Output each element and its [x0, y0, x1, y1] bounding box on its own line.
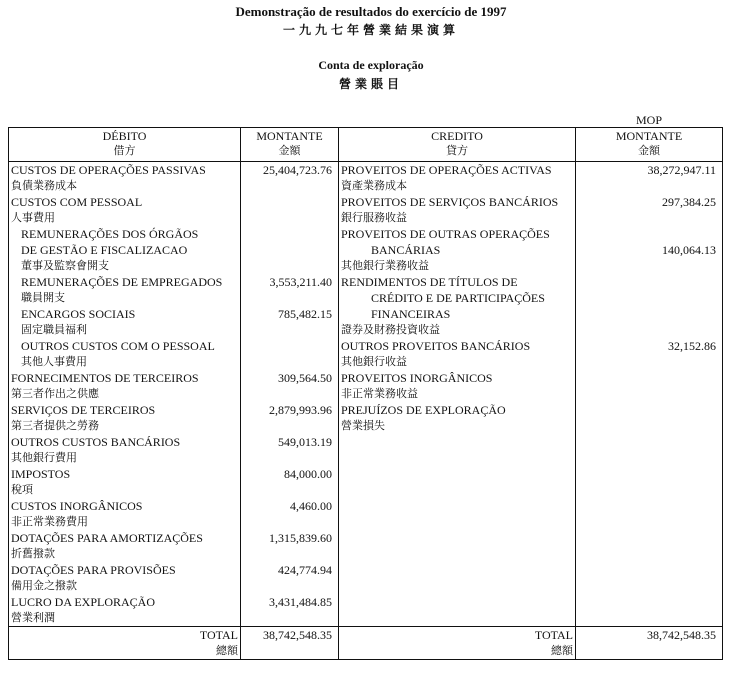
- list-item: CUSTOS DE OPERAÇÕES PASSIVAS 負債業務成本: [11, 163, 206, 192]
- list-item: PREJUÍZOS DE EXPLORAÇÃO 營業損失: [341, 403, 506, 432]
- list-item: PROVEITOS DE OUTRAS OPERAÇÕES BANCÁRIAS 其他銀行業務收益: [341, 227, 550, 272]
- list-item: REMUNERAÇÕES DE EMPREGADOS 職員開支: [21, 275, 223, 304]
- amount-value: 3,553,211.40: [269, 275, 332, 289]
- debit-header-label: DÉBITO: [102, 129, 147, 143]
- column-header-row: [9, 128, 723, 162]
- amount-value: 2,879,993.96: [269, 403, 332, 417]
- credit-labels-cell: [339, 162, 576, 627]
- currency-label: MOP: [636, 113, 663, 127]
- amount-header-label: MONTANTE: [256, 129, 323, 143]
- debit-labels-cell: [9, 162, 241, 627]
- amount-value: 549,013.19: [278, 435, 332, 449]
- list-item: REMUNERAÇÕES DOS ÓRGÃOS DE GESTÃO E FISCALIZACAO 董事及監察會開支: [21, 227, 199, 272]
- list-item: CUSTOS INORGÂNICOS 非正常業務費用: [11, 499, 143, 528]
- list-item: RENDIMENTOS DE TÍTULOS DE CRÉDITO E DE PARTICIPAÇÕES FINANCEIRAS 證券及財務投資收益: [341, 275, 545, 336]
- credit-amounts-cell: [576, 162, 723, 627]
- credit-column-header: [339, 128, 576, 162]
- amount-value: [576, 402, 722, 434]
- list-item: FORNECIMENTOS DE TERCEIROS 第三者作出之供應: [11, 371, 199, 400]
- list-item: PROVEITOS DE OPERAÇÕES ACTIVAS 資產業務成本: [341, 163, 552, 192]
- list-item: OUTROS CUSTOS BANCÁRIOS 其他銀行費用: [11, 435, 181, 464]
- statement-title-chinese: 一九九七年營業結果演算: [282, 23, 459, 37]
- list-item: OUTROS PROVEITOS BANCÁRIOS 其他銀行收益: [341, 339, 531, 368]
- amount-value: 4,460.00: [290, 499, 332, 513]
- list-item: CUSTOS COM PESSOAL 人事費用: [11, 195, 143, 224]
- amount2-header-label-cn: 金額: [638, 144, 660, 157]
- amount2-header-label: MONTANTE: [615, 129, 683, 143]
- amount-value: 38,272,947.11: [647, 163, 716, 177]
- credit-total-value: 38,742,548.35: [576, 627, 723, 660]
- amount-value: 785,482.15: [278, 307, 332, 321]
- debit-header-label-cn: 借方: [113, 144, 136, 157]
- account-subtitle-chinese: 營業賬目: [338, 77, 403, 91]
- list-item: ENCARGOS SOCIAIS 固定職員福利: [21, 307, 136, 336]
- credit-amount-column-header: [576, 128, 723, 162]
- list-item: SERVIÇOS DE TERCEIROS 第三者提供之勞務: [11, 403, 156, 432]
- list-item: DOTAÇÕES PARA PROVISÕES 備用金之撥款: [11, 563, 176, 592]
- amount-value: [241, 226, 338, 274]
- debit-total-value: 38,742,548.35: [241, 627, 339, 660]
- table-body-row: [9, 162, 723, 627]
- amount-value: 3,431,484.85: [269, 595, 332, 609]
- amount-value: 297,384.25: [662, 195, 716, 209]
- credit-header-label: CREDITO: [431, 129, 483, 143]
- amount-value: 309,564.50: [278, 371, 332, 385]
- amount-value: [241, 194, 338, 226]
- list-item: PROVEITOS INORGÂNICOS 非正常業務收益: [341, 371, 493, 400]
- statement-title: Demonstração de resultados do exercício de 1997: [235, 4, 507, 19]
- list-item: IMPOSTOS 稅項: [11, 467, 71, 496]
- amount-value: [576, 370, 722, 402]
- debit-amounts-cell: [241, 162, 339, 627]
- amount-value: 140,064.13: [662, 243, 716, 257]
- amount-value: [241, 338, 338, 370]
- debit-amount-column-header: [241, 128, 339, 162]
- debit-total-label: TOTAL 總額: [9, 627, 241, 660]
- debit-column-header: [9, 128, 241, 162]
- amount-value: 25,404,723.76: [263, 163, 332, 177]
- list-item: OUTROS CUSTOS COM O PESSOAL 其他人事費用: [21, 339, 215, 368]
- list-item: DOTAÇÕES PARA AMORTIZAÇÕES 折舊撥款: [11, 531, 203, 560]
- totals-row: [9, 627, 723, 660]
- list-item: LUCRO DA EXPLORAÇÃO 營業利潤: [11, 595, 156, 624]
- amount-value: 1,315,839.60: [269, 531, 332, 545]
- credit-total-label: TOTAL 總額: [339, 627, 576, 660]
- credit-header-label-cn: 貸方: [446, 144, 468, 157]
- amount-value: 84,000.00: [284, 467, 332, 481]
- amount-value: [576, 274, 722, 338]
- amount-header-label-cn: 金額: [278, 144, 301, 157]
- account-subtitle: Conta de exploração: [318, 58, 424, 72]
- amount-value: 424,774.94: [278, 563, 332, 577]
- list-item: PROVEITOS DE SERVIÇOS BANCÁRIOS 銀行服務收益: [341, 195, 559, 224]
- amount-value: 32,152.86: [668, 339, 716, 353]
- income-statement-table: [8, 127, 723, 660]
